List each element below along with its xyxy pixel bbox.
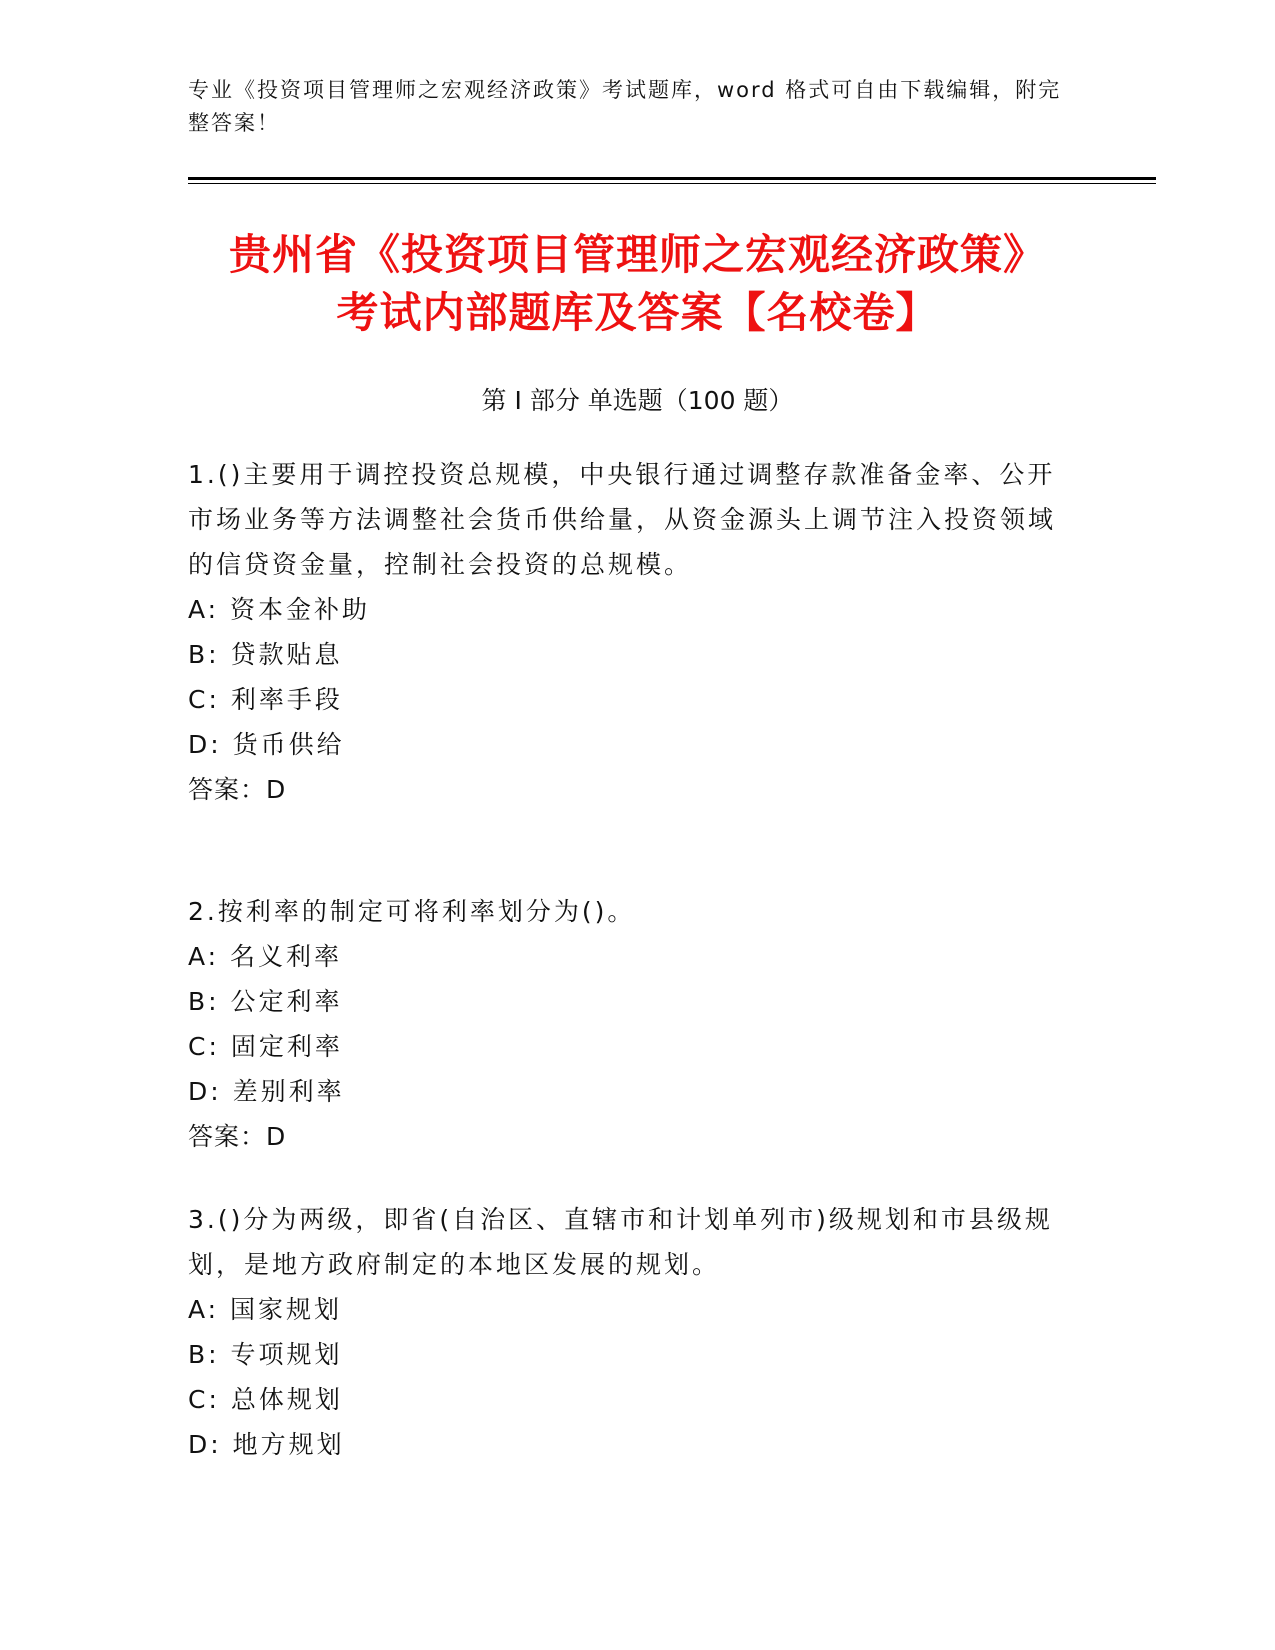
option-a: A: 国家规划	[188, 1295, 343, 1324]
header-rule-thin	[188, 183, 1156, 184]
option-b: B: 贷款贴息	[188, 640, 343, 669]
option-b: B: 专项规划	[188, 1340, 343, 1369]
option-c: C: 总体规划	[188, 1385, 343, 1414]
document-title-line-2: 考试内部题库及答案【名校卷】	[336, 288, 939, 337]
question-stem: 3.()分为两级，即省(自治区、直辖市和计划单列市)级规划和市县级规划，是地方政府制定的本地区发展的规划。	[188, 1205, 1053, 1279]
option-c: C: 利率手段	[188, 685, 343, 714]
question-3	[188, 1197, 1068, 1467]
header-rule-thick	[188, 177, 1156, 180]
option-a: A: 名义利率	[188, 942, 343, 971]
section-heading: 第 I 部分 单选题（100 题）	[481, 386, 794, 415]
answer-line: 答案：D	[188, 1122, 287, 1151]
question-2	[188, 889, 1068, 1159]
option-d: D: 地方规划	[188, 1430, 345, 1459]
document-title	[150, 226, 1125, 342]
header-note: 专业《投资项目管理师之宏观经济政策》考试题库，word 格式可自由下载编辑，附完整答案！	[188, 78, 1062, 135]
option-b: B: 公定利率	[188, 987, 343, 1016]
option-d: D: 货币供给	[188, 730, 345, 759]
question-stem: 2.按利率的制定可将利率划分为()。	[188, 897, 636, 926]
answer-line: 答案：D	[188, 775, 287, 804]
document-title-line-1: 贵州省《投资项目管理师之宏观经济政策》	[228, 230, 1046, 279]
question-stem: 1.()主要用于调控投资总规模，中央银行通过调整存款准备金率、公开市场业务等方法调整社会货币供给量，从资金源头上调节注入投资领域的信贷资金量，控制社会投资的总规模。	[188, 460, 1057, 579]
option-c: C: 固定利率	[188, 1032, 343, 1061]
option-a: A: 资本金补助	[188, 595, 371, 624]
option-d: D: 差别利率	[188, 1077, 345, 1106]
question-1	[188, 452, 1068, 812]
